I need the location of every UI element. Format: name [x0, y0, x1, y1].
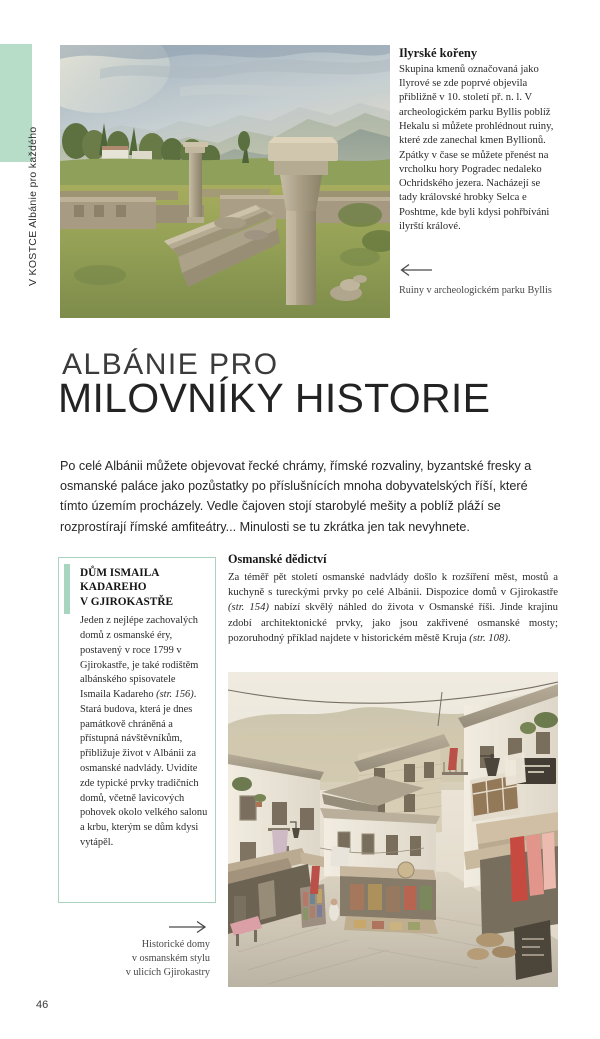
- page-number: 46: [36, 999, 49, 1011]
- photo-byllis-ruins: [60, 45, 390, 318]
- illyrian-heading: Ilyrské kořeny: [399, 46, 478, 60]
- kadare-body-part2: . Stará budova, která je dnes památkově chráněná a přístupná návštěvníkům, přibližuje život v Albánii za osmanské nadvlády. Uvidíte zde typické prvky tradičních domů, včetně lavicových pohovek okolo velkého salonu a krbu, kterým se dům kdysi vytápěl.: [80, 689, 208, 848]
- illyrian-body: Skupina kmenů označovaná jako Ilyrové se zde poprvé objevila přibližně v 10. století př. n. l. V archeologickém parku Byllis poblíž Hekalu si můžete prohlédnout ruiny, které zde zanechal kmen Byllionů. Zpátky v čase se můžete přenést na vrcholku hory Pogradec nedaleko Ochridského jezera. Nacházejí se tady královské hrobky Selca e Poshtme, kde byli kdysi pohřbíváni ilyrští králové.: [399, 63, 554, 233]
- caption-line-2: v osmanském stylu: [131, 953, 210, 965]
- kadare-title-line2: KADAREHO: [80, 581, 147, 594]
- page-title-line1: ALBÁNIE PRO: [62, 348, 279, 381]
- illyrian-roots-block: [399, 46, 557, 234]
- ottoman-body-part3: .: [507, 631, 511, 644]
- arrow-left-icon: [399, 263, 433, 277]
- arrow-right-icon: [168, 920, 208, 934]
- kadare-body-part1: Jeden z nejlépe zachovalých domů z osmanské éry, postavený v roce 1799 v Gjirokastře, je také rodištěm albánského spisovatele Ismaila Kadareho: [80, 615, 199, 701]
- page-title-line2: MILOVNÍKY HISTORIE: [58, 374, 491, 421]
- ottoman-heading: Osmanské dědictví: [228, 552, 327, 566]
- ottoman-body-part2: nabízí skvělý náhled do života v Osmanské říši. Jinde krajinu zdobí architektonické prvky, jako jsou zakřivené osmanské mosty; pozoruhodný příklad najdete v historickém městě Kruja: [228, 601, 558, 644]
- kadare-sidebar-body: [80, 614, 208, 850]
- photo-gjirokastra-street: [228, 672, 558, 987]
- kadare-page-ref-156: (str. 156): [156, 689, 194, 701]
- ottoman-body-part1: Za téměř pět století osmanské nadvlády došlo k rozšíření měst, mostů a kuchyně s tureckými prvky po celé Albánii. Dispozice domů v Gjirokastře: [228, 571, 558, 599]
- kadare-title-line1: DŮM ISMAILA: [80, 567, 160, 579]
- kadare-house-sidebar: [58, 557, 216, 903]
- intro-paragraph: Po celé Albánii můžete objevovat řecké chrámy, římské rozvaliny, byzantské fresky a osmanské paláce jako pozůstatky po příslušnících mnoha dobyvatelských říší, které tímto územím procházely. Vedle čajoven stojí starobylé mešity a poblíž pláží se rozprostírají římské amfiteátry... Minulosti se tu zkrátka jen tak nevyhnete.: [60, 458, 532, 534]
- kadare-sidebar-title: [80, 566, 208, 609]
- caption-line-1: Historické domy: [141, 939, 210, 950]
- kadare-title-line3: V GJIROKASTŘE: [80, 595, 174, 608]
- caption-byllis-ruins: Ruiny v archeologickém parku Byllis: [399, 285, 552, 296]
- page-title: [58, 350, 558, 420]
- ottoman-heritage-block: [228, 552, 558, 646]
- ottoman-page-ref-108: (str. 108): [469, 631, 508, 644]
- caption-gjirokastra-houses: [60, 938, 210, 980]
- ottoman-page-ref-154: (str. 154): [228, 601, 269, 614]
- running-head-label: V KOSTCE Albánie pro každého: [27, 126, 39, 286]
- sidebar-accent-bar: [64, 564, 70, 614]
- ottoman-body: [228, 570, 558, 646]
- caption-line-3: v ulicích Gjirokastry: [125, 967, 210, 979]
